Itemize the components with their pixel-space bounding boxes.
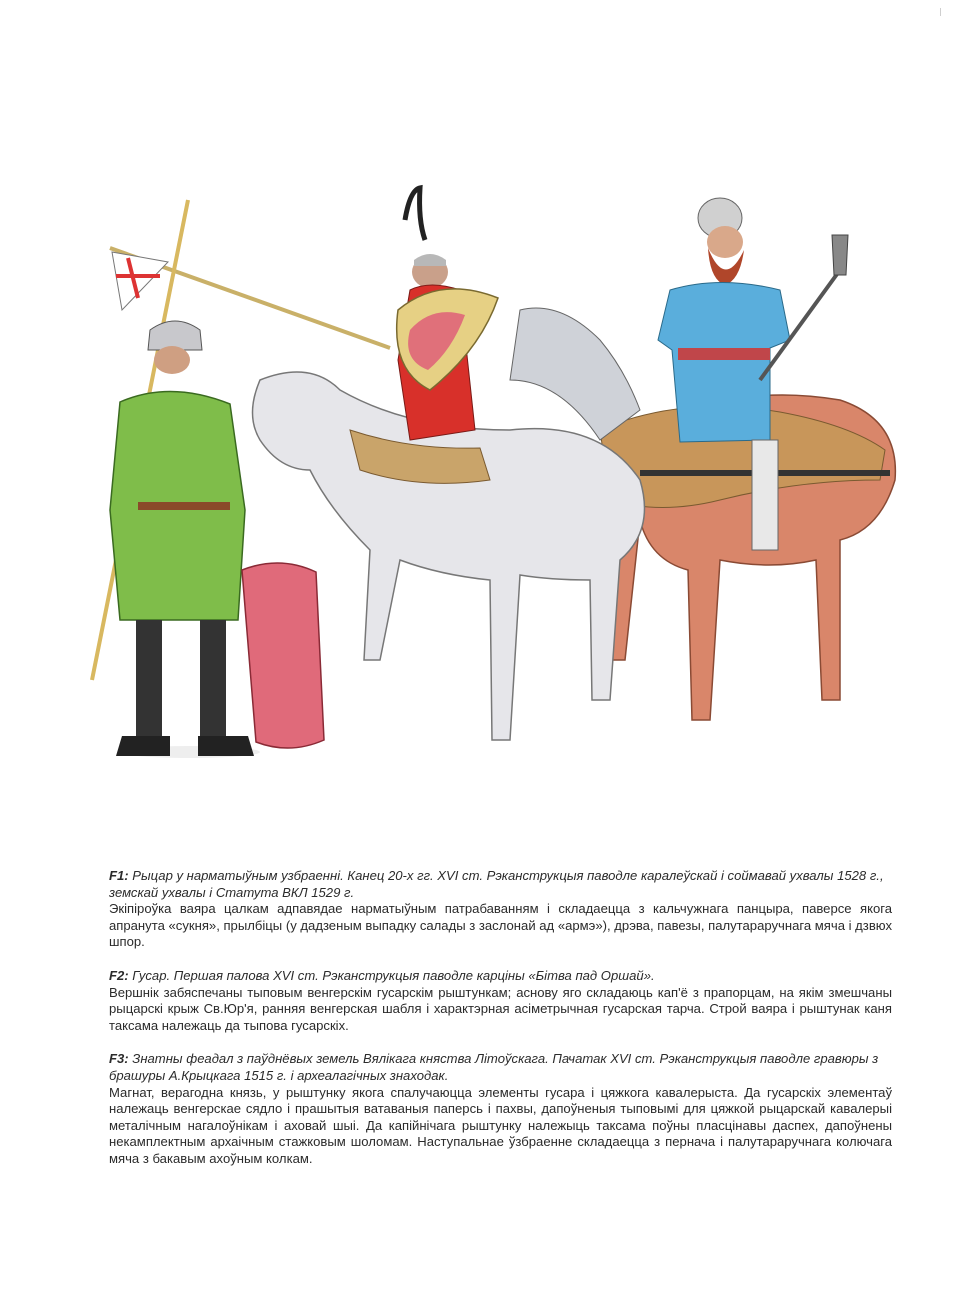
caption-id: F1: bbox=[109, 868, 129, 883]
caption-title: Знатны феадал з паўднёвых земель Вялікага княства Літоўскага. Пачатак XVI ст. Рэканструкцыя паводле гравюры з брашуры А.Крыцкага 1515 г. і археалагічных знаходак. bbox=[109, 1051, 879, 1083]
caption-heading bbox=[109, 968, 892, 985]
caption-title: Рыцар у нарматыўным узбраенні. Канец 20-х гг. XVI ст. Рэканструкцыя паводле каралеўскай і соймавай ухвалы 1528 г., земскай ухвалы і Статута ВКЛ 1529 г. bbox=[109, 868, 884, 900]
illustration-plate bbox=[80, 180, 910, 780]
page-corner-mark bbox=[932, 8, 941, 16]
caption-heading bbox=[109, 1051, 892, 1084]
caption-title: Гусар. Першая палова XVI ст. Рэканструкцыя паводле карціны «Бітва пад Оршай». bbox=[128, 967, 655, 983]
caption-f3 bbox=[109, 1051, 892, 1167]
caption-id: F3: bbox=[109, 1051, 129, 1067]
caption-f1 bbox=[109, 868, 892, 951]
hussar-rider bbox=[397, 188, 498, 440]
caption-text: Магнат, верагодна князь, у рыштунку якога спалучаюцца элементы гусара і цяжкога кавалерыста. Да гусарскіх элементаў належаць венгерскае сядло і прашытыя ватаваныя паперсь і пахвы, дапоўненыя тыповымі для цяжкой рыцарскай кавалерыі металічным нагалоўнікам і аховай шыі. Да капійнічага рыштунку належыць таксама поўны пласцінавы даспех, дапоўнены некамплектным архаічным стажковым шоломам. Наступальнае ўзбраенне складаецца з пернача і палутараручнага колючага мяча з бакавым ахоўным колкам. bbox=[109, 1084, 892, 1166]
caption-heading bbox=[109, 868, 892, 901]
captions bbox=[109, 868, 892, 1185]
caption-text: Экіпіроўка ваяра цалкам адпавядае нарматыўным патрабаванням і складаецца з кальчужнага панцыра, паверсе якога апранута «сукня», прылбіцы (у дадзеным выпадку салады з заслонай ад «армэ»), дрэва, павезы, палутараручнага мяча і дзвюх шпор. bbox=[109, 901, 892, 950]
horse-chestnut bbox=[600, 395, 895, 720]
caption-id: F2: bbox=[109, 967, 129, 983]
caption-f2 bbox=[109, 968, 892, 1034]
caption-text: Вершнік забяспечаны тыповым венгерскім гусарскім рыштункам; аснову яго складаюць кап'ё з прапорцам, на якім змешчаны рыцарскі крыж Св.Юр'я, ранняя венгерская шабля і характэрная асіметрычная гусарская тарча. Строй ваяра і рыштунак каня таксама належаць да тыпова гусарскіх. bbox=[109, 984, 892, 1033]
